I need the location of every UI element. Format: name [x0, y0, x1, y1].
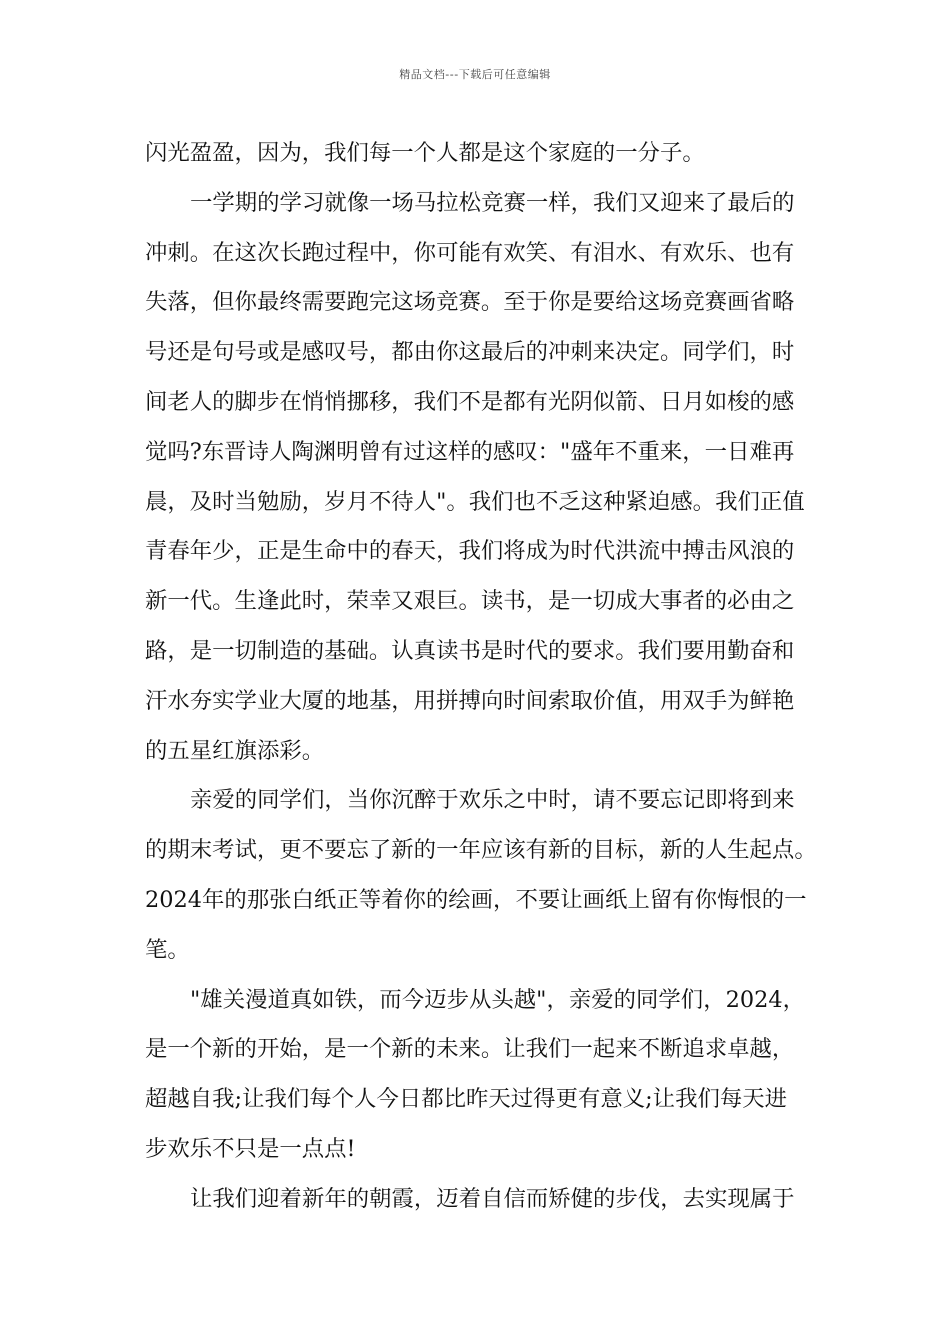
text-line: 间老人的脚步在悄悄挪移，我们不是都有光阴似箭、日月如梭的感 — [145, 388, 795, 415]
text-line: 是一个新的开始，是一个新的未来。让我们一起来不断追求卓越， — [145, 1036, 795, 1063]
paragraph-start-line: 一学期的学习就像一场马拉松竞赛一样，我们又迎来了最后的 — [190, 189, 795, 216]
text-line: 路，是一切制造的基础。认真读书是时代的要求。我们要用勤奋和 — [145, 637, 795, 664]
text-line: 步欢乐不只是一点点! — [145, 1135, 356, 1162]
text-line: 笔。 — [145, 936, 190, 963]
document-body — [145, 129, 817, 1225]
paragraph-start-line: 亲爱的同学们，当你沉醉于欢乐之中时，请不要忘记即将到来 — [190, 787, 795, 814]
text-line: 晨，及时当勉励，岁月不待人"。我们也不乏这种紧迫感。我们正值 — [145, 488, 805, 515]
text-line: 失落，但你最终需要跑完这场竞赛。至于你是要给这场竞赛画省略 — [145, 289, 795, 316]
text-line: 觉吗?东晋诗人陶渊明曾有过这样的感叹："盛年不重来，一日难再 — [145, 438, 795, 465]
text-line: 的期末考试，更不要忘了新的一年应该有新的目标，新的人生起点。 — [145, 837, 817, 864]
text-line: 2024年的那张白纸正等着你的绘画，不要让画纸上留有你悔恨的一 — [145, 886, 807, 913]
text-line: 新一代。生逢此时，荣幸又艰巨。读书，是一切成大事者的必由之 — [145, 588, 795, 615]
text-line: 的五星红旗添彩。 — [145, 737, 325, 764]
text-line: 汗水夯实学业大厦的地基，用拼搏向时间索取价值，用双手为鲜艳 — [145, 687, 795, 714]
text-line: 青春年少，正是生命中的春天，我们将成为时代洪流中搏击风浪的 — [145, 538, 795, 565]
paragraph-start-line: "雄关漫道真如铁，而今迈步从头越"，亲爱的同学们，2024， — [190, 986, 805, 1013]
paragraph-start-line: 让我们迎着新年的朝霞，迈着自信而矫健的步伐，去实现属于 — [190, 1185, 795, 1212]
page-header: 精品文档---下载后可任意编辑 — [399, 68, 551, 81]
text-line: 冲刺。在这次长跑过程中，你可能有欢笑、有泪水、有欢乐、也有 — [145, 239, 795, 266]
text-line: 闪光盈盈，因为，我们每一个人都是这个家庭的一分子。 — [145, 140, 705, 166]
text-line: 号还是句号或是感叹号，都由你这最后的冲刺来决定。同学们，时 — [145, 339, 795, 366]
text-line: 超越自我;让我们每个人今日都比昨天过得更有意义;让我们每天进 — [145, 1086, 788, 1113]
